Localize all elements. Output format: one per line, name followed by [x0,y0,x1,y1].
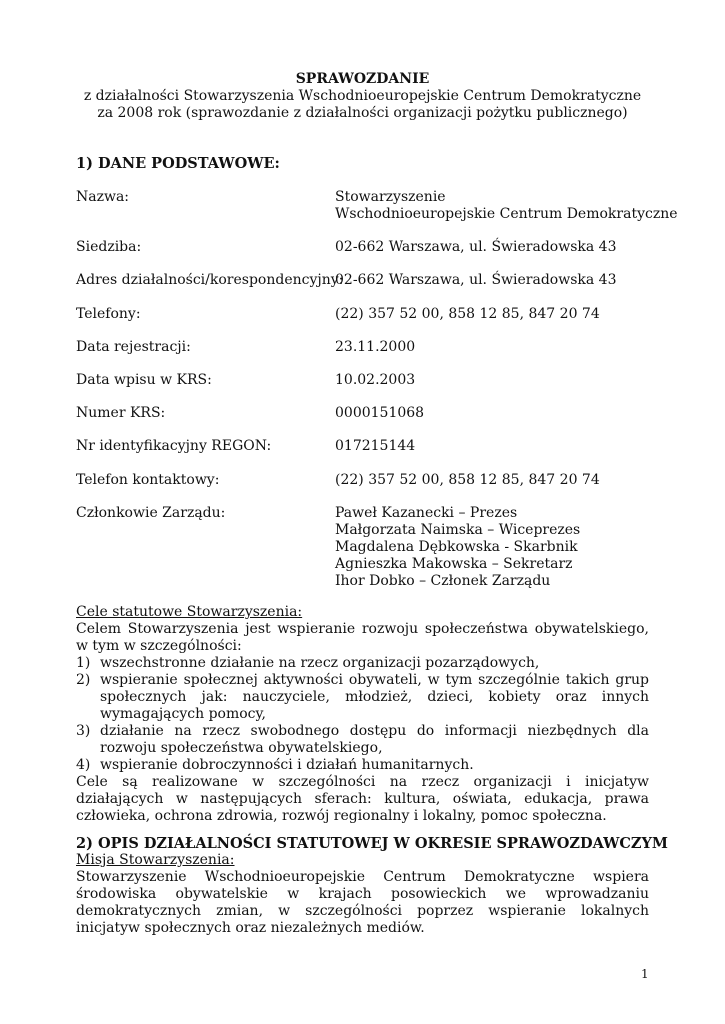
document-subtitle-line1: z działalności Stowarzyszenia Wschodnioeuropejskie Centrum Demokratyczne [83,88,642,104]
section-1-heading: 1) DANE PODSTAWOWE: [76,155,280,172]
field-value: 02-662 Warszawa, ul. Świeradowska 43 [335,239,617,255]
board-member: Paweł Kazanecki – Prezes [335,505,518,521]
field-label: Telefon kontaktowy: [76,472,220,488]
list-item [76,655,649,672]
page-number: 1 [641,967,649,981]
board-member: Ihor Dobko – Członek Zarządu [335,573,551,589]
list-item-text: działanie na rzecz swobodnego dostępu do informacji niezbędnych dla rozwoju społeczeństwa obywatelskiego, [100,723,649,756]
mission-block [76,852,649,937]
board-member: Magdalena Dębkowska - Skarbnik [335,539,578,555]
list-item-text: wszechstronne działanie na rzecz organizacji pozarządowych, [100,655,540,671]
field-value: 02-662 Warszawa, ul. Świeradowska 43 [335,272,617,288]
document-header [0,71,725,122]
field-value [335,505,580,590]
list-item-text: wspieranie dobroczynności i działań humanitarnych. [100,757,474,773]
field-label: Członkowie Zarządu: [76,505,226,521]
field-value: 23.11.2000 [335,339,416,355]
field-value-line: Stowarzyszenie [335,189,446,205]
field-value: 017215144 [335,438,416,454]
goals-intro: Celem Stowarzyszenia jest wspieranie rozwoju społeczeństwa obywatelskiego, w tym w szczególności: [76,621,649,654]
document-title: SPRAWOZDANIE [295,71,430,87]
list-item-text: wspieranie społecznej aktywności obywateli, w tym szczególnie takich grup społecznych jak: nauczyciele, młodzież, dzieci, kobiety oraz innych wymagających pomocy, [100,672,649,722]
field-label: Telefony: [76,306,141,322]
document-subtitle-line2: za 2008 rok (sprawozdanie z działalności organizacji pożytku publicznego) [97,105,628,121]
field-label: Siedziba: [76,239,142,255]
section-2-heading: 2) OPIS DZIAŁALNOŚCI STATUTOWEJ W OKRESIE SPRAWOZDAWCZYM [76,835,668,852]
list-item [76,723,649,757]
field-value [335,189,678,223]
field-value: 10.02.2003 [335,372,416,388]
field-label: Data rejestracji: [76,339,191,355]
field-value: (22) 357 52 00, 858 12 85, 847 20 74 [335,306,600,322]
field-value-line: Wschodnioeuropejskie Centrum Demokratyczne [335,206,678,222]
list-item-number: 4) [76,757,91,773]
mission-heading: Misja Stowarzyszenia: [76,852,235,868]
list-item-number: 3) [76,723,91,739]
board-member: Agnieszka Makowska – Sekretarz [335,556,573,572]
field-value: 0000151068 [335,405,425,421]
field-label: Adres działalności/korespondencyjny: [76,272,344,288]
list-item [76,757,649,774]
statutory-goals [76,604,649,825]
goals-outro: Cele są realizowane w szczególności na rzecz organizacji i inicjatyw działających w następujących sferach: kultura, oświata, edukacja, prawa człowieka, ochrona zdrowia, rozwój regionalny i lokalny, pomoc społeczna. [76,774,649,824]
goals-heading: Cele statutowe Stowarzyszenia: [76,604,303,620]
list-item-number: 1) [76,655,91,671]
field-value: (22) 357 52 00, 858 12 85, 847 20 74 [335,472,600,488]
field-label: Numer KRS: [76,405,166,421]
goals-list [76,655,649,774]
field-label: Nr identyfikacyjny REGON: [76,438,272,454]
mission-text: Stowarzyszenie Wschodnioeuropejskie Centrum Demokratyczne wspiera środowiska obywatelskie w krajach posowieckich we wprowadzaniu demokratycznych zmian, w szczególności poprzez wspieranie lokalnych inicjatyw społecznych oraz niezależnych mediów. [76,869,649,936]
field-label: Data wpisu w KRS: [76,372,212,388]
board-member: Małgorzata Naimska – Wiceprezes [335,522,581,538]
list-item [76,672,649,723]
field-label: Nazwa: [76,189,130,205]
list-item-number: 2) [76,672,91,688]
